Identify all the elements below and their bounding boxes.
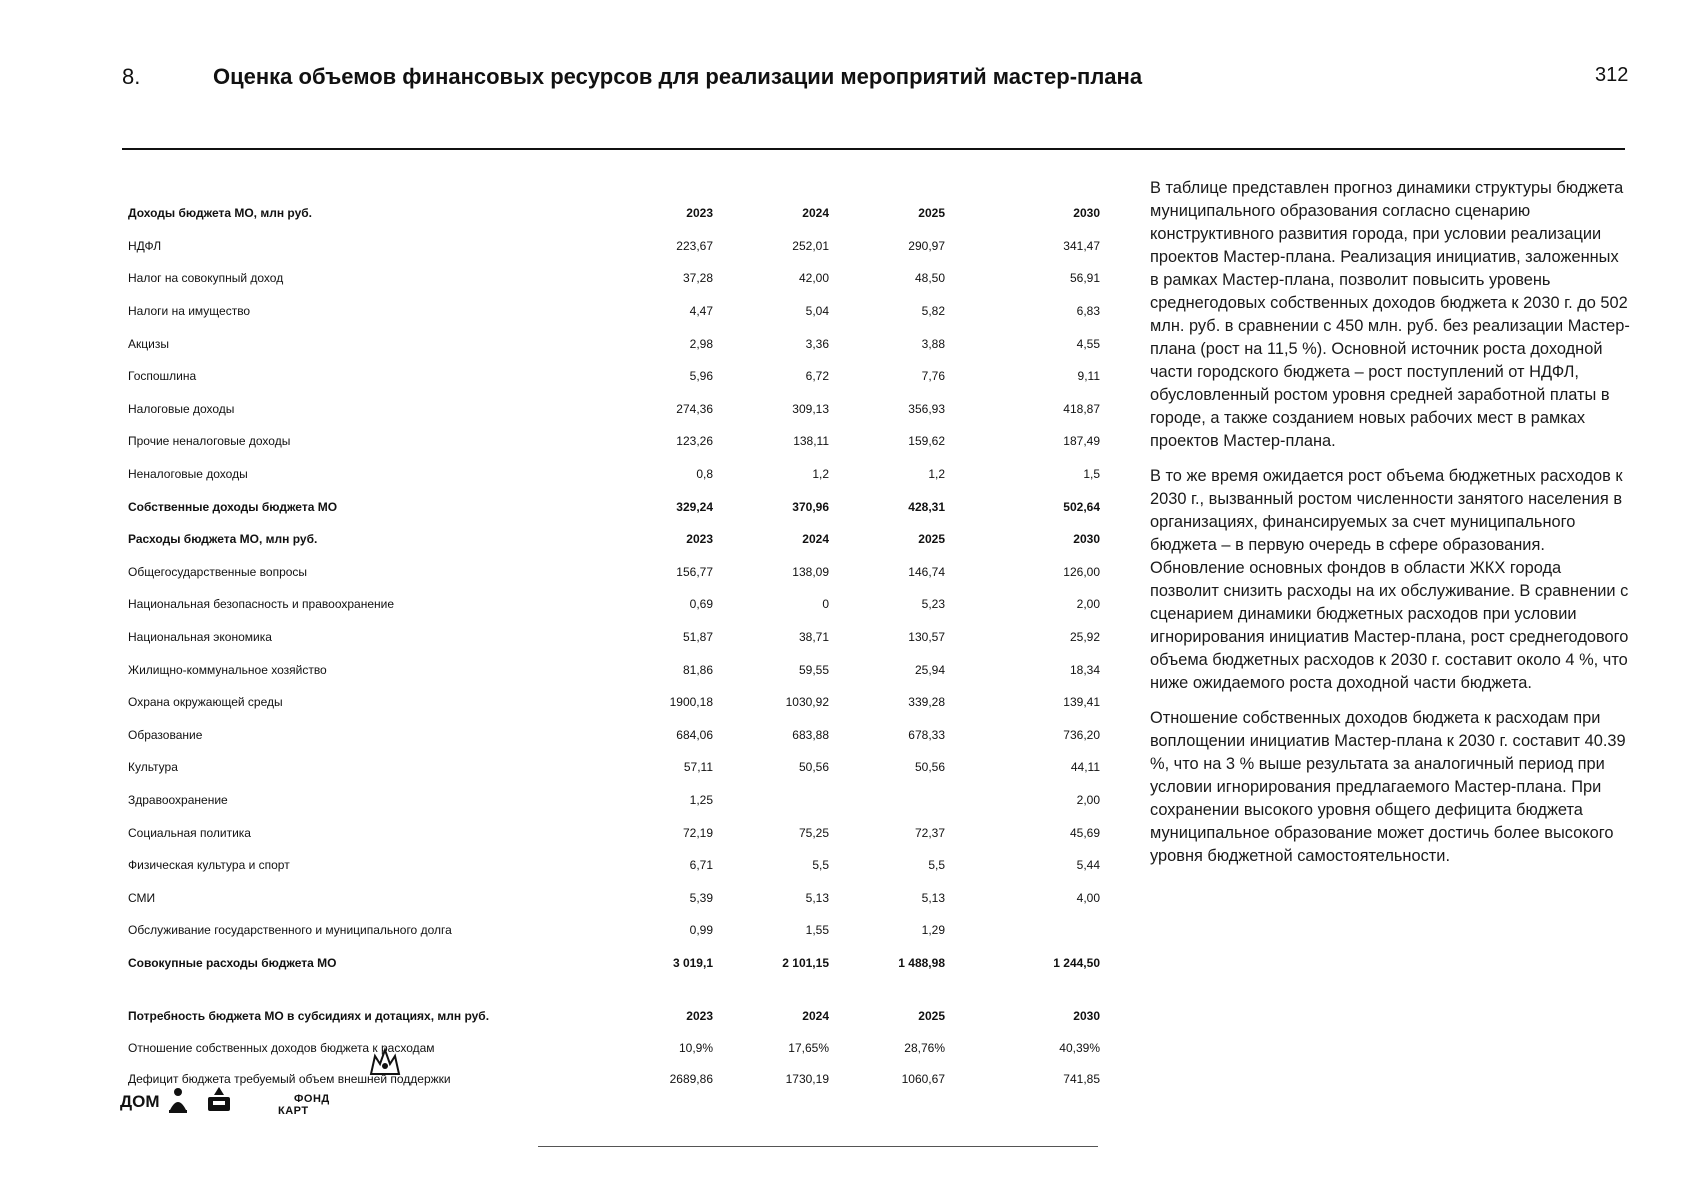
cell-value: 741,85 xyxy=(1063,1072,1100,1087)
fund-logo-text: ФОНД КАРТ xyxy=(278,1093,330,1117)
cell-value: 428,31 xyxy=(908,499,945,514)
table-row xyxy=(128,360,1100,393)
row-label: Неналоговые доходы xyxy=(128,467,248,482)
commentary-paragraph-2: В то же время ожидается рост объема бюджетных расходов к 2030 г., вызванный ростом численности занятого населения в организациях, финансируемых за счет муниципального бюджета – в первую очередь в сфере образования. Обновление основных фондов в области ЖКХ города позволит снизить расходы на их обслуживание. В сравнении с сценарием динамики бюджетных расходов при условии игнорирования инициатив Мастер-плана, рост среднегодового объема бюджетных расходов к 2030 г. составит около 4 %, что ниже ожидаемого роста доходной части бюджета. xyxy=(1150,467,1629,692)
section-number: 8. xyxy=(122,64,141,89)
cell-value: 44,11 xyxy=(1070,760,1100,775)
cell-value: 146,74 xyxy=(908,564,945,579)
row-label: Доходы бюджета МО, млн руб. xyxy=(128,206,313,221)
table-row xyxy=(128,621,1100,654)
table-row xyxy=(128,686,1100,719)
cell-value: 223,67 xyxy=(676,238,713,253)
table-row xyxy=(128,458,1100,491)
page-number: 312 xyxy=(1595,64,1629,86)
cell-value: 309,13 xyxy=(792,401,829,416)
cell-value: 42,00 xyxy=(798,271,829,286)
table-row xyxy=(128,719,1100,752)
city-emblem-icon xyxy=(369,1046,401,1081)
cell-value: 81,86 xyxy=(682,662,713,677)
cell-value: 5,13 xyxy=(921,890,945,905)
table-row xyxy=(128,816,1100,849)
cell-value: 138,11 xyxy=(793,434,829,449)
row-label: Собственные доходы бюджета МО xyxy=(128,499,338,514)
cell-value: 252,01 xyxy=(792,238,829,253)
cell-value: 1030,92 xyxy=(785,695,829,710)
cell-value: 1900,18 xyxy=(669,695,713,710)
cell-value: 37,28 xyxy=(682,271,713,286)
dom-logo-icon xyxy=(120,1089,160,1111)
row-label: Потребность бюджета МО в субсидиях и дотациях, млн руб. xyxy=(128,1008,490,1023)
drop-logo-icon xyxy=(166,1086,190,1114)
row-label: Госпошлина xyxy=(128,369,197,384)
cell-value: 2,98 xyxy=(689,336,713,351)
cell-value: 1060,67 xyxy=(901,1072,945,1087)
cell-value: 5,04 xyxy=(805,304,829,319)
table-row xyxy=(128,490,1100,523)
cell-value: 50,56 xyxy=(798,760,829,775)
cell-value: 3,36 xyxy=(805,336,829,351)
cell-value: 75,25 xyxy=(798,825,829,840)
table-row xyxy=(128,1064,1100,1094)
cell-value: 5,82 xyxy=(921,304,945,319)
row-label: Охрана окружающей среды xyxy=(128,695,283,710)
table-row xyxy=(128,327,1100,360)
cell-value: 1,2 xyxy=(812,467,829,482)
table-spacer xyxy=(128,979,1100,999)
commentary-paragraph-1: В таблице представлен прогноз динамики структуры бюджета муниципального образования согласно сценарию конструктивного развития города, при условии реализации проектов Мастер-плана. Реализация инициатив, заложенных в рамках Мастер-плана, позволит повысить уровень среднегодовых собственных доходов бюджета к 2030 г. до 502 млн. руб. в сравнении с 450 млн. руб. без реализации Мастер-плана (рост на 11,5 %). Основной источник роста доходной части городского бюджета – рост поступлений от НДФЛ, обусловленный ростом уровня средней заработной платы в городе, а также созданием новых рабочих мест в рамках проектов Мастер-плана. xyxy=(1150,179,1630,450)
cell-value: 130,57 xyxy=(908,630,945,645)
cell-value: 6,71 xyxy=(689,858,713,873)
cell-value: 0,8 xyxy=(696,467,713,482)
cell-value: 2030 xyxy=(1073,532,1100,547)
cell-value: 123,26 xyxy=(676,434,713,449)
table-header-row xyxy=(128,523,1100,556)
cell-value xyxy=(713,979,829,999)
cell-value: 25,92 xyxy=(1069,630,1100,645)
cell-value: 2030 xyxy=(1073,206,1100,221)
cell-value: 2030 xyxy=(1073,1008,1100,1023)
cell-value: 72,19 xyxy=(682,825,713,840)
row-label: Образование xyxy=(128,727,203,742)
row-label: Общегосударственные вопросы xyxy=(128,564,308,579)
cell-value: 356,93 xyxy=(908,401,945,416)
row-label: Социальная политика xyxy=(128,825,251,840)
cell-value: 38,71 xyxy=(798,630,829,645)
cell-value: 57,11 xyxy=(683,760,713,775)
row-label: НДФЛ xyxy=(128,238,162,253)
cell-value: 2,00 xyxy=(1076,597,1100,612)
table-row xyxy=(128,881,1100,914)
row-label: Обслуживание государственного и муниципального долга xyxy=(128,923,452,938)
row-label xyxy=(128,979,598,999)
cell-value: 683,88 xyxy=(792,727,829,742)
cell-value: 2025 xyxy=(918,206,945,221)
table-row xyxy=(128,556,1100,589)
row-label: Налоговые доходы xyxy=(128,401,235,416)
cell-value: 1,5 xyxy=(1083,467,1100,482)
cell-value: 59,55 xyxy=(798,662,829,677)
cell-value: 5,5 xyxy=(812,858,829,873)
cell-value: 0,69 xyxy=(689,597,713,612)
cell-value: 9,11 xyxy=(1077,369,1100,384)
cell-value: 4,55 xyxy=(1076,336,1100,351)
table-row xyxy=(128,653,1100,686)
cell-value: 0,99 xyxy=(689,923,713,938)
cell-value: 17,65% xyxy=(788,1041,829,1056)
cell-value: 736,20 xyxy=(1063,727,1100,742)
table-row xyxy=(128,849,1100,882)
table-row xyxy=(128,230,1100,263)
cell-value: 2023 xyxy=(686,206,713,221)
cell-value: 1 488,98 xyxy=(898,955,945,970)
cell-value: 51,87 xyxy=(682,630,713,645)
cell-value: 25,94 xyxy=(914,662,945,677)
cell-value: 18,34 xyxy=(1069,662,1100,677)
cell-value: 0 xyxy=(822,597,829,612)
header-divider xyxy=(122,148,1625,150)
cell-value: 7,76 xyxy=(921,369,945,384)
row-label: Расходы бюджета МО, млн руб. xyxy=(128,532,318,547)
cell-value: 28,76% xyxy=(904,1041,945,1056)
row-label: Налог на совокупный доход xyxy=(128,271,284,286)
row-label: Культура xyxy=(128,760,178,775)
row-label: Физическая культура и спорт xyxy=(128,858,290,873)
table-row xyxy=(128,425,1100,458)
row-label: Здравоохранение xyxy=(128,792,228,807)
cell-value: 138,09 xyxy=(792,564,829,579)
cell-value: 2023 xyxy=(686,532,713,547)
cell-value: 4,00 xyxy=(1076,890,1100,905)
svg-text:ДОМ: ДОМ xyxy=(120,1092,160,1111)
table-row xyxy=(128,393,1100,426)
cell-value: 50,56 xyxy=(914,760,945,775)
cell-value: 1,29 xyxy=(921,923,945,938)
partner-logos xyxy=(120,1085,234,1115)
cell-value: 156,77 xyxy=(676,564,713,579)
cell-value: 2024 xyxy=(802,206,829,221)
table-row xyxy=(128,1032,1100,1065)
row-label: СМИ xyxy=(128,890,156,905)
cell-value: 2025 xyxy=(918,1008,945,1023)
cell-value: 678,33 xyxy=(908,727,945,742)
cell-value: 274,36 xyxy=(676,401,713,416)
row-label: Совокупные расходы бюджета МО xyxy=(128,955,337,970)
row-label: Жилищно-коммунальное хозяйство xyxy=(128,662,327,677)
cell-value: 370,96 xyxy=(792,499,829,514)
cell-value xyxy=(713,784,829,817)
cell-value: 418,87 xyxy=(1063,401,1100,416)
row-label: Акцизы xyxy=(128,336,169,351)
cell-value: 2 101,15 xyxy=(782,955,829,970)
cell-value: 48,50 xyxy=(914,271,945,286)
cell-value: 159,62 xyxy=(908,434,945,449)
cell-value: 6,83 xyxy=(1076,304,1100,319)
cell-value: 684,06 xyxy=(676,727,713,742)
table-row xyxy=(128,751,1100,784)
row-label: Дефицит бюджета требуемый объем внешней поддержки xyxy=(128,1072,451,1087)
cell-value: 2024 xyxy=(802,532,829,547)
cell-value: 2025 xyxy=(918,532,945,547)
cell-value: 1 244,50 xyxy=(1053,955,1100,970)
cell-value: 329,24 xyxy=(676,499,713,514)
table-header-row xyxy=(128,197,1100,230)
cell-value: 290,97 xyxy=(908,238,945,253)
footer-divider xyxy=(538,1146,1098,1147)
page-title: Оценка объемов финансовых ресурсов для реализации мероприятий мастер-плана xyxy=(213,64,1143,89)
crest-logo-icon xyxy=(204,1085,234,1115)
table-row xyxy=(128,295,1100,328)
row-label: Национальная безопасность и правоохранение xyxy=(128,597,395,612)
cell-value: 2023 xyxy=(686,1008,713,1023)
cell-value: 3,88 xyxy=(921,336,945,351)
cell-value: 2689,86 xyxy=(669,1072,713,1087)
cell-value xyxy=(598,979,713,999)
cell-value: 5,23 xyxy=(921,597,945,612)
cell-value: 6,72 xyxy=(805,369,829,384)
cell-value: 72,37 xyxy=(914,825,945,840)
table-row xyxy=(128,947,1100,980)
cell-value: 126,00 xyxy=(1063,564,1100,579)
cell-value: 341,47 xyxy=(1063,238,1100,253)
cell-value: 5,5 xyxy=(928,858,945,873)
cell-value: 139,41 xyxy=(1063,695,1100,710)
cell-value: 3 019,1 xyxy=(672,955,713,970)
cell-value: 10,9% xyxy=(678,1041,713,1056)
cell-value: 502,64 xyxy=(1063,499,1100,514)
cell-value: 5,39 xyxy=(689,890,713,905)
budget-table xyxy=(128,197,1100,1094)
row-label: Отношение собственных доходов бюджета к расходам xyxy=(128,1041,435,1056)
cell-value: 40,39% xyxy=(1059,1041,1100,1056)
row-label: Национальная экономика xyxy=(128,630,272,645)
cell-value: 5,13 xyxy=(805,890,829,905)
cell-value: 5,96 xyxy=(689,369,713,384)
table-row xyxy=(128,588,1100,621)
cell-value: 45,69 xyxy=(1069,825,1100,840)
cell-value: 1,2 xyxy=(928,467,945,482)
row-label: Прочие неналоговые доходы xyxy=(128,434,291,449)
table-header-row xyxy=(128,999,1100,1032)
cell-value: 339,28 xyxy=(908,695,945,710)
cell-value: 5,44 xyxy=(1076,858,1100,873)
row-label: Налоги на имущество xyxy=(128,304,251,319)
cell-value xyxy=(829,784,945,817)
commentary-paragraph-3: Отношение собственных доходов бюджета к расходам при воплощении инициатив Мастер-плана к 2030 г. составит 40.39 %, что на 3 % выше результата за аналогичный период при условии игнорирования предлагаемого Мастер-плана. При сохранении высокого уровня общего дефицита бюджета муниципальное образование может достичь более высокого уровня бюджетной самостоятельности. xyxy=(1150,709,1626,865)
cell-value: 2,00 xyxy=(1076,792,1100,807)
cell-value: 1730,19 xyxy=(785,1072,829,1087)
table-row xyxy=(128,784,1100,817)
cell-value: 1,25 xyxy=(689,792,713,807)
cell-value: 56,91 xyxy=(1069,271,1100,286)
commentary xyxy=(1150,177,1630,880)
cell-value: 4,47 xyxy=(689,304,713,319)
cell-value: 187,49 xyxy=(1063,434,1100,449)
cell-value xyxy=(829,979,945,999)
cell-value xyxy=(945,979,1100,999)
table-row xyxy=(128,262,1100,295)
cell-value: 1,55 xyxy=(805,923,829,938)
table-row xyxy=(128,914,1100,947)
cell-value: 2024 xyxy=(802,1008,829,1023)
cell-value xyxy=(945,914,1100,947)
